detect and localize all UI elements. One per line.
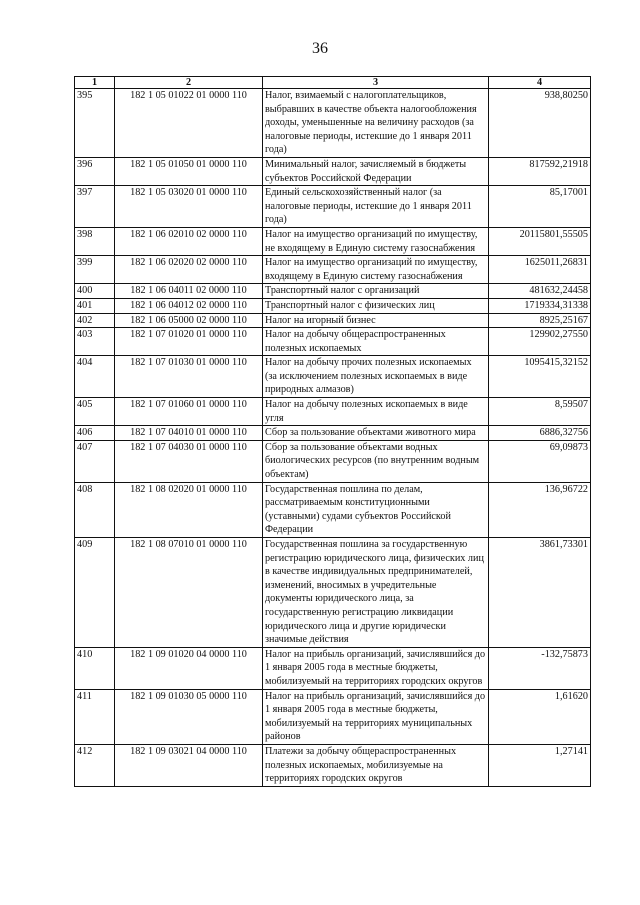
budget-code: 182 1 05 01022 01 0000 110 <box>115 89 263 158</box>
table-row <box>75 328 591 356</box>
table-row <box>75 356 591 398</box>
header-col-1: 1 <box>75 77 115 89</box>
budget-code: 182 1 06 04011 02 0000 110 <box>115 284 263 299</box>
amount: 69,09873 <box>489 440 591 482</box>
amount: 85,17001 <box>489 186 591 228</box>
revenue-name: Налог на добычу прочих полезных ископаемых (за исключением полезных ископаемых в виде природных алмазов) <box>263 356 489 398</box>
table-row <box>75 313 591 328</box>
row-number: 400 <box>75 284 115 299</box>
revenue-name: Налог, взимаемый с налогоплательщиков, выбравших в качестве объекта налогообложения доходы, уменьшенные на величину расходов (за налоговые периоды, истекшие до 1 января 2011 года) <box>263 89 489 158</box>
amount: 481632,24458 <box>489 284 591 299</box>
header-col-4: 4 <box>489 77 591 89</box>
row-number: 404 <box>75 356 115 398</box>
budget-code: 182 1 09 01030 05 0000 110 <box>115 689 263 744</box>
row-number: 402 <box>75 313 115 328</box>
row-number: 397 <box>75 186 115 228</box>
header-col-3: 3 <box>263 77 489 89</box>
table-row <box>75 284 591 299</box>
amount: 1625011,26831 <box>489 256 591 284</box>
budget-code: 182 1 07 04030 01 0000 110 <box>115 440 263 482</box>
budget-code: 182 1 07 01060 01 0000 110 <box>115 398 263 426</box>
amount: 817592,21918 <box>489 157 591 185</box>
budget-code: 182 1 08 02020 01 0000 110 <box>115 482 263 537</box>
table-row <box>75 398 591 426</box>
revenue-name: Налог на добычу полезных ископаемых в виде угля <box>263 398 489 426</box>
row-number: 409 <box>75 538 115 648</box>
revenue-table <box>74 76 591 787</box>
table-row <box>75 744 591 786</box>
budget-code: 182 1 07 01030 01 0000 110 <box>115 356 263 398</box>
revenue-name: Транспортный налог с организаций <box>263 284 489 299</box>
amount: 8925,25167 <box>489 313 591 328</box>
budget-code: 182 1 06 02010 02 0000 110 <box>115 227 263 255</box>
table-row <box>75 157 591 185</box>
budget-code: 182 1 05 01050 01 0000 110 <box>115 157 263 185</box>
budget-code: 182 1 06 04012 02 0000 110 <box>115 298 263 313</box>
table-row <box>75 186 591 228</box>
header-col-2: 2 <box>115 77 263 89</box>
row-number: 408 <box>75 482 115 537</box>
row-number: 401 <box>75 298 115 313</box>
table-row <box>75 689 591 744</box>
amount: 8,59507 <box>489 398 591 426</box>
revenue-name: Государственная пошлина за государственную регистрацию юридического лица, физических лиц в качестве индивидуальных предпринимателей, изменений, вносимых в учредительные документы юридического лица, за государственную регистрацию ликвидации юридического лица и другие юридически значимые действия <box>263 538 489 648</box>
amount: 136,96722 <box>489 482 591 537</box>
row-number: 410 <box>75 647 115 689</box>
revenue-name: Налог на имущество организаций по имуществу, входящему в Единую систему газоснабжения <box>263 256 489 284</box>
revenue-name: Налог на игорный бизнес <box>263 313 489 328</box>
amount: 1,61620 <box>489 689 591 744</box>
revenue-name: Платежи за добычу общераспространенных полезных ископаемых, мобилизуемые на территориях городских округов <box>263 744 489 786</box>
amount: 3861,73301 <box>489 538 591 648</box>
revenue-name: Налог на прибыль организаций, зачислявшийся до 1 января 2005 года в местные бюджеты, мобилизуемый на территориях городских округов <box>263 647 489 689</box>
row-number: 403 <box>75 328 115 356</box>
amount: 938,80250 <box>489 89 591 158</box>
row-number: 406 <box>75 426 115 441</box>
table-row <box>75 227 591 255</box>
revenue-name: Налог на добычу общераспространенных полезных ископаемых <box>263 328 489 356</box>
table-row <box>75 256 591 284</box>
amount: -132,75873 <box>489 647 591 689</box>
revenue-name: Государственная пошлина по делам, рассматриваемым конституционными (уставными) судами субъектов Российской Федерации <box>263 482 489 537</box>
budget-code: 182 1 06 02020 02 0000 110 <box>115 256 263 284</box>
table-row <box>75 538 591 648</box>
page-number: 36 <box>312 40 328 57</box>
table-row <box>75 89 591 158</box>
revenue-name: Сбор за пользование объектами животного мира <box>263 426 489 441</box>
budget-code: 182 1 09 03021 04 0000 110 <box>115 744 263 786</box>
row-number: 411 <box>75 689 115 744</box>
amount: 20115801,55505 <box>489 227 591 255</box>
budget-code: 182 1 09 01020 04 0000 110 <box>115 647 263 689</box>
row-number: 412 <box>75 744 115 786</box>
amount: 6886,32756 <box>489 426 591 441</box>
row-number: 396 <box>75 157 115 185</box>
budget-code: 182 1 07 01020 01 0000 110 <box>115 328 263 356</box>
revenue-name: Единый сельскохозяйственный налог (за налоговые периоды, истекшие до 1 января 2011 года) <box>263 186 489 228</box>
amount: 129902,27550 <box>489 328 591 356</box>
row-number: 405 <box>75 398 115 426</box>
revenue-name: Налог на прибыль организаций, зачислявшийся до 1 января 2005 года в местные бюджеты, мобилизуемый на территориях муниципальных районов <box>263 689 489 744</box>
table-row <box>75 482 591 537</box>
table-row <box>75 426 591 441</box>
budget-code: 182 1 06 05000 02 0000 110 <box>115 313 263 328</box>
revenue-name: Минимальный налог, зачисляемый в бюджеты субъектов Российской Федерации <box>263 157 489 185</box>
amount: 1719334,31338 <box>489 298 591 313</box>
revenue-name: Сбор за пользование объектами водных биологических ресурсов (по внутренним водным объектам) <box>263 440 489 482</box>
row-number: 395 <box>75 89 115 158</box>
budget-code: 182 1 05 03020 01 0000 110 <box>115 186 263 228</box>
amount: 1,27141 <box>489 744 591 786</box>
budget-code: 182 1 07 04010 01 0000 110 <box>115 426 263 441</box>
row-number: 399 <box>75 256 115 284</box>
table-header-row <box>75 77 591 89</box>
row-number: 407 <box>75 440 115 482</box>
row-number: 398 <box>75 227 115 255</box>
budget-code: 182 1 08 07010 01 0000 110 <box>115 538 263 648</box>
table-row <box>75 298 591 313</box>
revenue-name: Налог на имущество организаций по имуществу, не входящему в Единую систему газоснабжения <box>263 227 489 255</box>
amount: 1095415,32152 <box>489 356 591 398</box>
revenue-name: Транспортный налог с физических лиц <box>263 298 489 313</box>
table-row <box>75 647 591 689</box>
table-row <box>75 440 591 482</box>
